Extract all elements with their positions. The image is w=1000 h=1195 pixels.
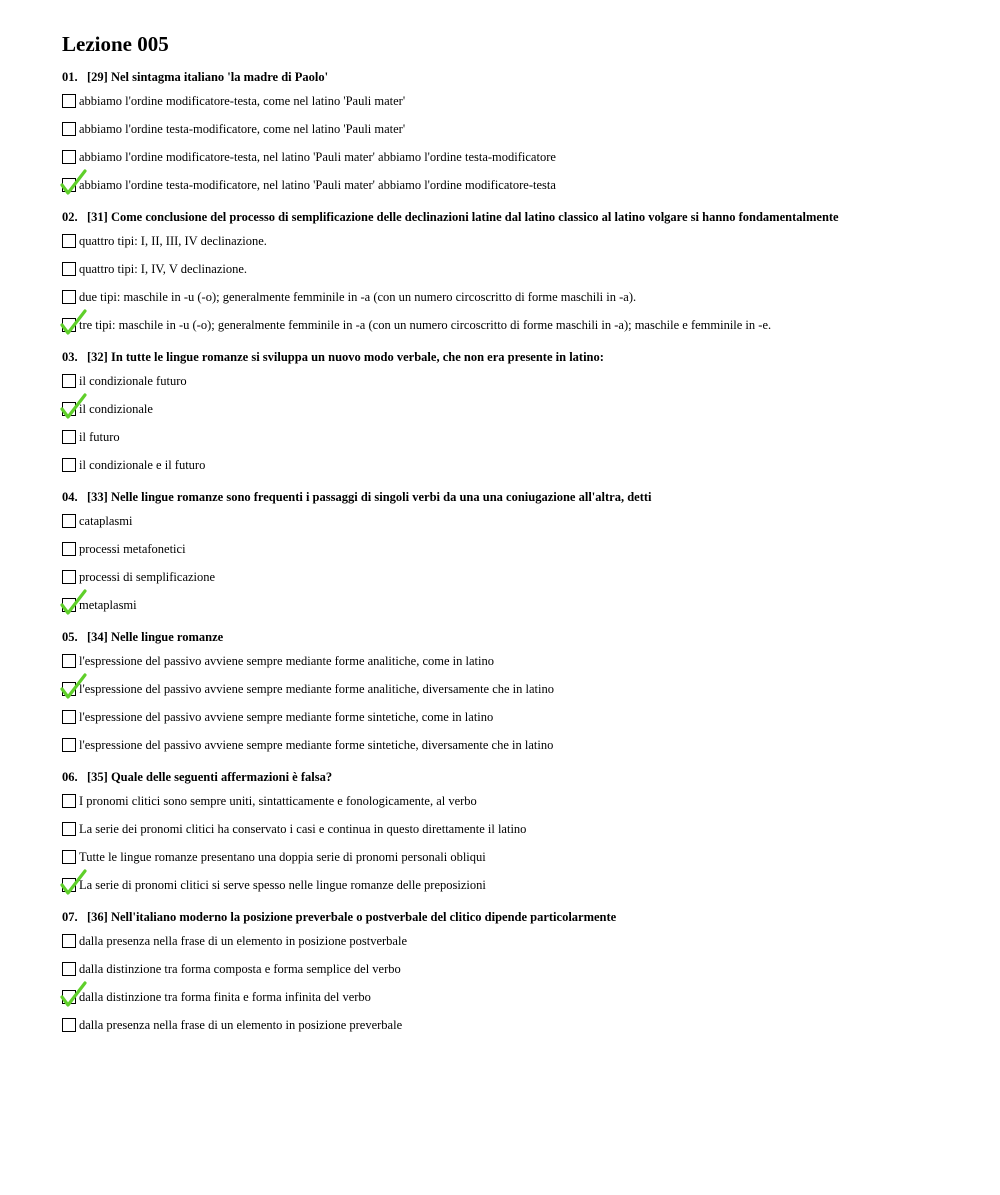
answer-option[interactable] [62,115,1000,143]
question-heading [62,627,1000,647]
answer-option-label: l'espressione del passivo avviene sempre mediante forme analitiche, diversamente che in latino [79,681,554,696]
answer-option[interactable] [62,87,1000,115]
question-heading [62,67,1000,87]
answer-option[interactable] [62,451,1000,479]
question-list [62,67,1000,1039]
answer-option-label: abbiamo l'ordine modificatore-testa, nel latino 'Pauli mater' abbiamo l'ordine testa-modificatore [79,149,556,164]
answer-option[interactable] [62,955,1000,983]
answer-option-label: processi metafonetici [79,541,186,556]
checkbox[interactable] [62,738,76,752]
answer-option[interactable] [62,1011,1000,1039]
checkbox[interactable] [62,962,76,976]
answer-option[interactable] [62,311,1000,339]
checkbox[interactable] [62,542,76,556]
checkbox[interactable] [62,934,76,948]
question-block [62,767,1000,899]
answer-option[interactable] [62,227,1000,255]
question-block [62,347,1000,479]
checkbox[interactable] [62,654,76,668]
answer-option-label: il condizionale futuro [79,373,187,388]
question-heading [62,487,1000,507]
answer-option[interactable] [62,535,1000,563]
question-text: [33] Nelle lingue romanze sono frequenti i passaggi di singoli verbi da una una coniugazione all'altra, detti [87,490,652,504]
question-block [62,207,1000,339]
answer-option[interactable] [62,647,1000,675]
question-number: 04. [62,490,78,504]
answer-option-label: dalla presenza nella frase di un elemento in posizione preverbale [79,1017,403,1032]
question-heading [62,207,1000,227]
answer-option-label: abbiamo l'ordine testa-modificatore, come nel latino 'Pauli mater' [79,121,406,136]
answer-option[interactable] [62,927,1000,955]
answer-option[interactable] [62,507,1000,535]
answer-option[interactable] [62,591,1000,619]
answer-option[interactable] [62,283,1000,311]
answer-option[interactable] [62,731,1000,759]
answer-option[interactable] [62,675,1000,703]
checkbox[interactable] [62,710,76,724]
checkbox[interactable] [62,458,76,472]
answer-option-label: quattro tipi: I, II, III, IV declinazione. [79,233,267,248]
checkbox[interactable] [62,682,76,696]
checkbox[interactable] [62,122,76,136]
answer-option-label: La serie di pronomi clitici si serve spesso nelle lingue romanze delle preposizioni [79,877,486,892]
question-text: [32] In tutte le lingue romanze si sviluppa un nuovo modo verbale, che non era presente in latino: [87,350,604,364]
question-number: 05. [62,630,78,644]
answer-option[interactable] [62,843,1000,871]
answer-option[interactable] [62,395,1000,423]
answer-option-label: tre tipi: maschile in -u (-o); generalmente femminile in -a (con un numero circoscritto di forme maschili in -a); maschile e femminile in -e. [79,317,772,332]
question-heading [62,347,1000,367]
checkbox[interactable] [62,598,76,612]
answer-option[interactable] [62,423,1000,451]
answer-option[interactable] [62,563,1000,591]
answer-option[interactable] [62,815,1000,843]
answer-option-label: il condizionale e il futuro [79,457,206,472]
question-block [62,907,1000,1039]
question-block [62,487,1000,619]
checkbox[interactable] [62,290,76,304]
answer-option-label: processi di semplificazione [79,569,216,584]
answer-option-label: abbiamo l'ordine modificatore-testa, come nel latino 'Pauli mater' [79,93,406,108]
checkbox[interactable] [62,318,76,332]
question-block [62,627,1000,759]
checkbox[interactable] [62,374,76,388]
checkbox[interactable] [62,178,76,192]
checkbox[interactable] [62,822,76,836]
checkbox[interactable] [62,94,76,108]
question-heading [62,907,1000,927]
checkbox[interactable] [62,430,76,444]
checkbox[interactable] [62,1018,76,1032]
answer-option-label: l'espressione del passivo avviene sempre mediante forme analitiche, come in latino [79,653,494,668]
answer-option-label: dalla presenza nella frase di un elemento in posizione postverbale [79,933,407,948]
answer-option[interactable] [62,703,1000,731]
answer-option-label: l'espressione del passivo avviene sempre mediante forme sintetiche, diversamente che in latino [79,737,554,752]
answer-option-label: dalla distinzione tra forma finita e forma infinita del verbo [79,989,371,1004]
question-text: [34] Nelle lingue romanze [87,630,224,644]
answer-option[interactable] [62,871,1000,899]
question-number: 01. [62,70,78,84]
answer-option-label: Tutte le lingue romanze presentano una doppia serie di pronomi personali obliqui [79,849,486,864]
checkbox[interactable] [62,402,76,416]
answer-option[interactable] [62,983,1000,1011]
question-text: [36] Nell'italiano moderno la posizione preverbale o postverbale del clitico dipende particolarmente [87,910,617,924]
question-number: 02. [62,210,78,224]
checkbox[interactable] [62,990,76,1004]
question-number: 07. [62,910,78,924]
checkbox[interactable] [62,794,76,808]
answer-option[interactable] [62,255,1000,283]
answer-option-label: metaplasmi [79,597,137,612]
question-text: [31] Come conclusione del processo di semplificazione delle declinazioni latine dal latino classico al latino volgare si hanno fondamentalmente [87,210,839,224]
answer-option-label: cataplasmi [79,513,133,528]
question-number: 06. [62,770,78,784]
answer-option[interactable] [62,143,1000,171]
question-number: 03. [62,350,78,364]
question-text: [29] Nel sintagma italiano 'la madre di Paolo' [87,70,329,84]
answer-option-label: due tipi: maschile in -u (-o); generalmente femminile in -a (con un numero circoscritto di forme maschili in -a). [79,289,637,304]
checkbox[interactable] [62,514,76,528]
checkbox[interactable] [62,150,76,164]
checkbox[interactable] [62,570,76,584]
answer-option-label: dalla distinzione tra forma composta e forma semplice del verbo [79,961,401,976]
answer-option-label: I pronomi clitici sono sempre uniti, sintatticamente e fonologicamente, al verbo [79,793,477,808]
question-block [62,67,1000,199]
answer-option-label: l'espressione del passivo avviene sempre mediante forme sintetiche, come in latino [79,709,494,724]
answer-option[interactable] [62,367,1000,395]
question-text: [35] Quale delle seguenti affermazioni è falsa? [87,770,333,784]
checkbox[interactable] [62,234,76,248]
answer-option[interactable] [62,787,1000,815]
checkbox[interactable] [62,850,76,864]
answer-option-label: abbiamo l'ordine testa-modificatore, nel latino 'Pauli mater' abbiamo l'ordine modificatore-testa [79,177,556,192]
checkbox[interactable] [62,878,76,892]
checkbox[interactable] [62,262,76,276]
answer-option-label: il futuro [79,429,120,444]
answer-option-label: La serie dei pronomi clitici ha conservato i casi e continua in questo direttamente il latino [79,821,527,836]
question-heading [62,767,1000,787]
page-title: Lezione 005 [62,32,169,56]
answer-option-label: quattro tipi: I, IV, V declinazione. [79,261,248,276]
answer-option-label: il condizionale [79,401,153,416]
answer-option[interactable] [62,171,1000,199]
